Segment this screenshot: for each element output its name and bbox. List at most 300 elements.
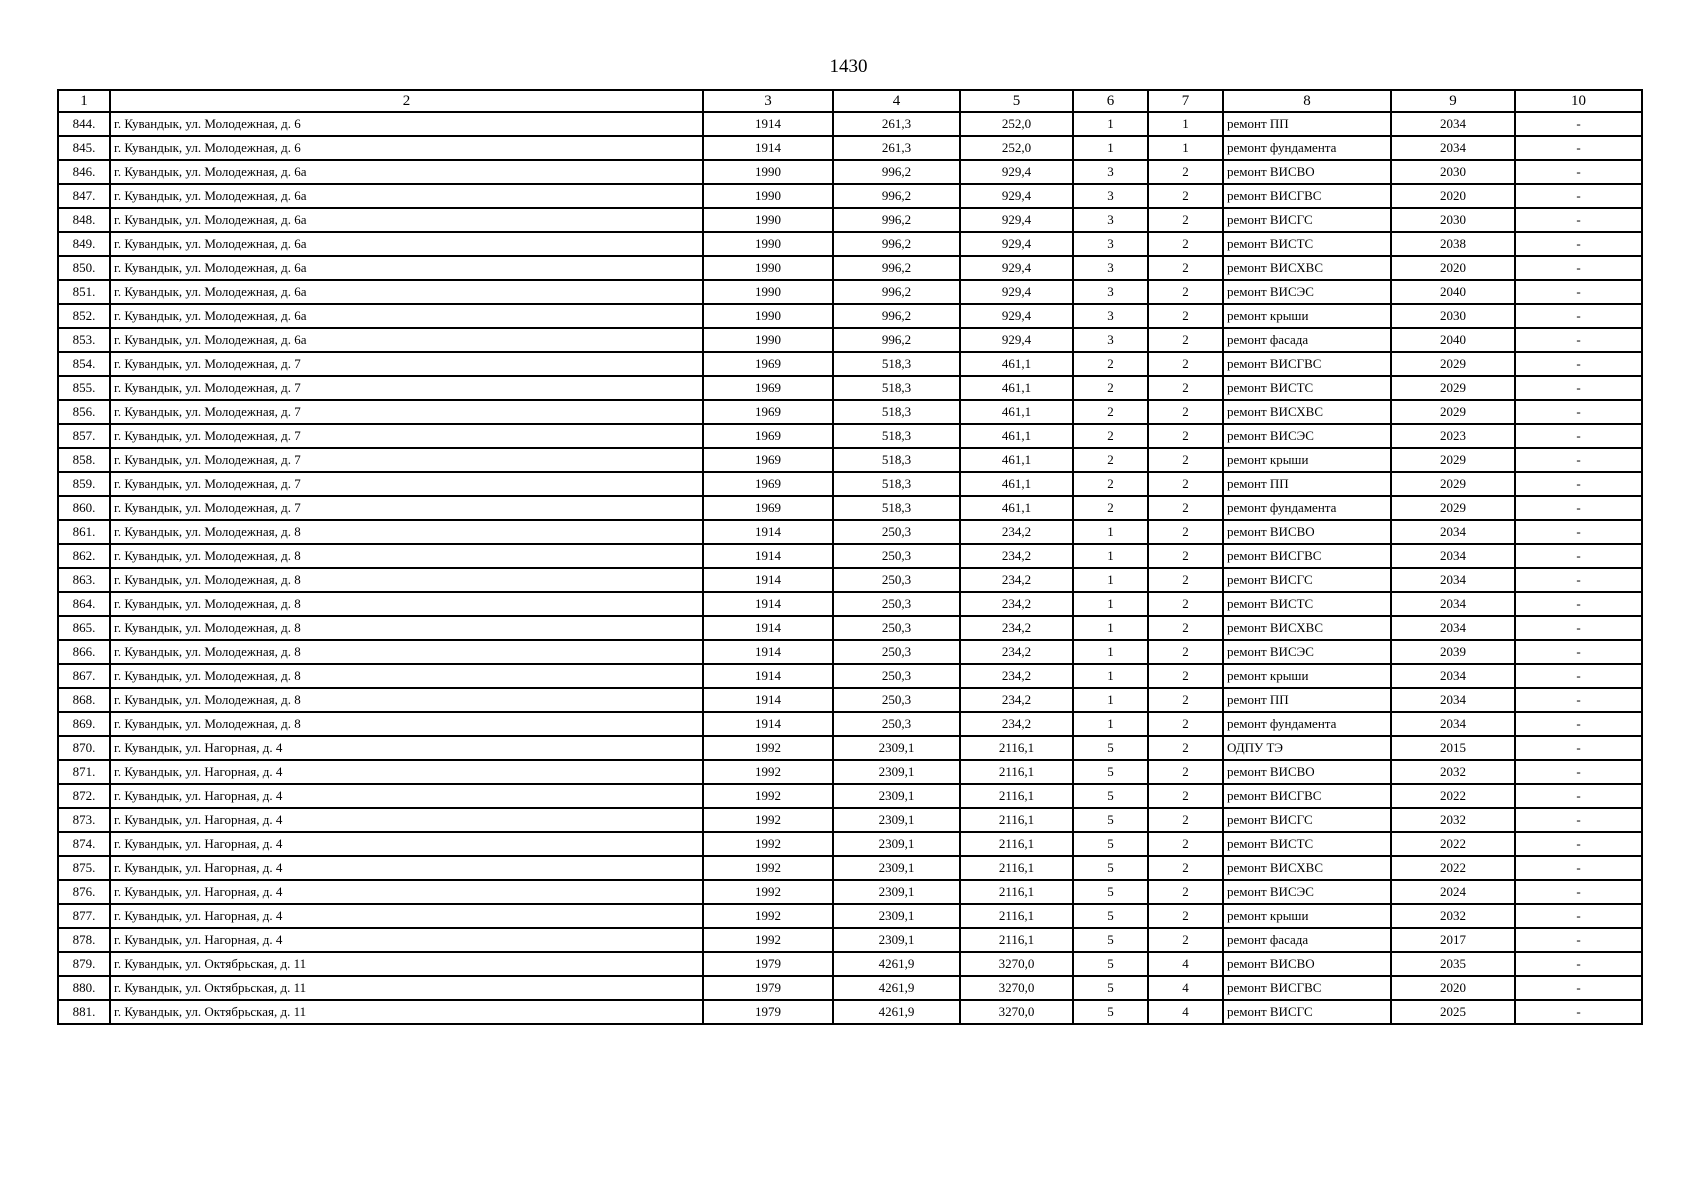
cell-entrances: 2 [1148, 424, 1223, 448]
cell-work-type: ремонт фасада [1223, 928, 1391, 952]
cell-floors: 5 [1073, 928, 1148, 952]
cell-living-area: 929,4 [960, 304, 1073, 328]
cell-entrances: 2 [1148, 472, 1223, 496]
cell-plan-year: 2034 [1391, 568, 1515, 592]
header-row [58, 90, 1642, 112]
cell-total-area: 2309,1 [833, 904, 960, 928]
cell-floors: 2 [1073, 472, 1148, 496]
cell-entrances: 2 [1148, 520, 1223, 544]
cell-total-area: 996,2 [833, 304, 960, 328]
cell-total-area: 996,2 [833, 328, 960, 352]
cell-total-area: 2309,1 [833, 784, 960, 808]
cell-work-type: ремонт ВИСЭС [1223, 880, 1391, 904]
cell-living-area: 234,2 [960, 640, 1073, 664]
cell-note: - [1515, 208, 1642, 232]
cell-row-number: 845. [58, 136, 110, 160]
cell-address: г. Кувандык, ул. Нагорная, д. 4 [110, 928, 703, 952]
table-row [58, 256, 1642, 280]
cell-address: г. Кувандык, ул. Молодежная, д. 8 [110, 664, 703, 688]
cell-work-type: ремонт ВИСГС [1223, 208, 1391, 232]
cell-work-type: ремонт ВИСГВС [1223, 784, 1391, 808]
cell-plan-year: 2022 [1391, 856, 1515, 880]
cell-address: г. Кувандык, ул. Молодежная, д. 6а [110, 256, 703, 280]
cell-floors: 3 [1073, 304, 1148, 328]
cell-floors: 5 [1073, 784, 1148, 808]
cell-note: - [1515, 472, 1642, 496]
cell-work-type: ремонт фундамента [1223, 712, 1391, 736]
cell-entrances: 2 [1148, 232, 1223, 256]
cell-address: г. Кувандык, ул. Молодежная, д. 6 [110, 112, 703, 136]
cell-living-area: 461,1 [960, 496, 1073, 520]
cell-work-type: ремонт ВИСХВС [1223, 856, 1391, 880]
cell-row-number: 866. [58, 640, 110, 664]
cell-floors: 1 [1073, 688, 1148, 712]
table-row [58, 328, 1642, 352]
cell-plan-year: 2034 [1391, 664, 1515, 688]
cell-floors: 3 [1073, 256, 1148, 280]
cell-row-number: 864. [58, 592, 110, 616]
cell-entrances: 2 [1148, 664, 1223, 688]
cell-floors: 5 [1073, 880, 1148, 904]
cell-living-area: 2116,1 [960, 808, 1073, 832]
cell-total-area: 518,3 [833, 376, 960, 400]
cell-plan-year: 2024 [1391, 880, 1515, 904]
table-row [58, 424, 1642, 448]
cell-address: г. Кувандык, ул. Молодежная, д. 7 [110, 424, 703, 448]
cell-work-type: ремонт ВИСГВС [1223, 976, 1391, 1000]
cell-living-area: 2116,1 [960, 880, 1073, 904]
table-row [58, 280, 1642, 304]
cell-work-type: ремонт ВИСВО [1223, 760, 1391, 784]
cell-floors: 1 [1073, 136, 1148, 160]
cell-total-area: 996,2 [833, 208, 960, 232]
cell-row-number: 862. [58, 544, 110, 568]
cell-plan-year: 2029 [1391, 496, 1515, 520]
cell-address: г. Кувандык, ул. Нагорная, д. 4 [110, 784, 703, 808]
cell-row-number: 857. [58, 424, 110, 448]
cell-build-year: 1990 [703, 280, 833, 304]
cell-total-area: 996,2 [833, 184, 960, 208]
cell-living-area: 2116,1 [960, 856, 1073, 880]
cell-build-year: 1969 [703, 448, 833, 472]
cell-floors: 3 [1073, 280, 1148, 304]
cell-floors: 1 [1073, 616, 1148, 640]
table-row [58, 760, 1642, 784]
cell-entrances: 2 [1148, 568, 1223, 592]
cell-build-year: 1969 [703, 352, 833, 376]
cell-floors: 5 [1073, 808, 1148, 832]
table-row [58, 880, 1642, 904]
cell-address: г. Кувандык, ул. Молодежная, д. 7 [110, 400, 703, 424]
cell-total-area: 250,3 [833, 568, 960, 592]
cell-work-type: ремонт ПП [1223, 112, 1391, 136]
cell-address: г. Кувандык, ул. Молодежная, д. 7 [110, 376, 703, 400]
cell-address: г. Кувандык, ул. Молодежная, д. 8 [110, 520, 703, 544]
cell-work-type: ремонт ВИСГВС [1223, 544, 1391, 568]
repair-schedule-table [57, 89, 1643, 1025]
cell-address: г. Кувандык, ул. Октябрьская, д. 11 [110, 976, 703, 1000]
cell-note: - [1515, 520, 1642, 544]
cell-build-year: 1914 [703, 640, 833, 664]
cell-floors: 1 [1073, 640, 1148, 664]
cell-floors: 3 [1073, 232, 1148, 256]
cell-living-area: 929,4 [960, 328, 1073, 352]
cell-living-area: 2116,1 [960, 904, 1073, 928]
cell-address: г. Кувандык, ул. Молодежная, д. 8 [110, 616, 703, 640]
table-row [58, 304, 1642, 328]
cell-build-year: 1992 [703, 736, 833, 760]
cell-build-year: 1914 [703, 592, 833, 616]
cell-entrances: 2 [1148, 880, 1223, 904]
cell-entrances: 2 [1148, 352, 1223, 376]
cell-row-number: 865. [58, 616, 110, 640]
cell-work-type: ремонт крыши [1223, 904, 1391, 928]
cell-build-year: 1990 [703, 232, 833, 256]
cell-row-number: 858. [58, 448, 110, 472]
cell-work-type: ремонт ВИСГВС [1223, 352, 1391, 376]
table-row [58, 688, 1642, 712]
cell-note: - [1515, 376, 1642, 400]
cell-work-type: ремонт ПП [1223, 472, 1391, 496]
cell-living-area: 2116,1 [960, 784, 1073, 808]
cell-address: г. Кувандык, ул. Нагорная, д. 4 [110, 904, 703, 928]
cell-entrances: 2 [1148, 544, 1223, 568]
cell-floors: 5 [1073, 832, 1148, 856]
cell-build-year: 1914 [703, 616, 833, 640]
cell-row-number: 867. [58, 664, 110, 688]
cell-work-type: ремонт ВИСХВС [1223, 616, 1391, 640]
cell-note: - [1515, 880, 1642, 904]
cell-work-type: ремонт ВИСЭС [1223, 424, 1391, 448]
cell-plan-year: 2032 [1391, 760, 1515, 784]
cell-floors: 2 [1073, 448, 1148, 472]
table-row [58, 712, 1642, 736]
cell-note: - [1515, 976, 1642, 1000]
cell-build-year: 1979 [703, 1000, 833, 1024]
cell-row-number: 872. [58, 784, 110, 808]
cell-note: - [1515, 760, 1642, 784]
cell-note: - [1515, 400, 1642, 424]
cell-plan-year: 2023 [1391, 424, 1515, 448]
cell-work-type: ремонт крыши [1223, 304, 1391, 328]
cell-row-number: 855. [58, 376, 110, 400]
cell-note: - [1515, 808, 1642, 832]
cell-floors: 3 [1073, 184, 1148, 208]
cell-entrances: 2 [1148, 712, 1223, 736]
cell-entrances: 2 [1148, 736, 1223, 760]
cell-note: - [1515, 232, 1642, 256]
cell-total-area: 518,3 [833, 400, 960, 424]
cell-living-area: 234,2 [960, 520, 1073, 544]
cell-note: - [1515, 160, 1642, 184]
cell-plan-year: 2040 [1391, 328, 1515, 352]
cell-work-type: ремонт ВИСТС [1223, 832, 1391, 856]
cell-floors: 2 [1073, 352, 1148, 376]
cell-plan-year: 2034 [1391, 688, 1515, 712]
cell-note: - [1515, 928, 1642, 952]
cell-build-year: 1992 [703, 832, 833, 856]
cell-plan-year: 2032 [1391, 904, 1515, 928]
cell-row-number: 859. [58, 472, 110, 496]
cell-row-number: 875. [58, 856, 110, 880]
header-col-6: 6 [1073, 90, 1148, 112]
cell-total-area: 250,3 [833, 544, 960, 568]
cell-floors: 1 [1073, 568, 1148, 592]
cell-living-area: 234,2 [960, 616, 1073, 640]
table-row [58, 112, 1642, 136]
cell-plan-year: 2034 [1391, 712, 1515, 736]
cell-note: - [1515, 736, 1642, 760]
cell-note: - [1515, 640, 1642, 664]
cell-entrances: 2 [1148, 160, 1223, 184]
cell-note: - [1515, 1000, 1642, 1024]
cell-row-number: 851. [58, 280, 110, 304]
cell-total-area: 250,3 [833, 640, 960, 664]
cell-entrances: 2 [1148, 496, 1223, 520]
cell-living-area: 234,2 [960, 568, 1073, 592]
cell-row-number: 873. [58, 808, 110, 832]
cell-address: г. Кувандык, ул. Молодежная, д. 6а [110, 160, 703, 184]
cell-floors: 5 [1073, 904, 1148, 928]
cell-floors: 3 [1073, 328, 1148, 352]
cell-living-area: 461,1 [960, 472, 1073, 496]
cell-build-year: 1992 [703, 904, 833, 928]
table-row [58, 592, 1642, 616]
cell-entrances: 1 [1148, 112, 1223, 136]
table-row [58, 856, 1642, 880]
cell-address: г. Кувандык, ул. Молодежная, д. 8 [110, 544, 703, 568]
cell-living-area: 234,2 [960, 688, 1073, 712]
cell-entrances: 2 [1148, 208, 1223, 232]
cell-living-area: 929,4 [960, 256, 1073, 280]
cell-plan-year: 2029 [1391, 448, 1515, 472]
cell-build-year: 1992 [703, 880, 833, 904]
cell-address: г. Кувандык, ул. Нагорная, д. 4 [110, 808, 703, 832]
cell-entrances: 2 [1148, 904, 1223, 928]
header-col-3: 3 [703, 90, 833, 112]
cell-total-area: 518,3 [833, 424, 960, 448]
table-row [58, 376, 1642, 400]
cell-note: - [1515, 280, 1642, 304]
cell-plan-year: 2034 [1391, 112, 1515, 136]
cell-row-number: 853. [58, 328, 110, 352]
cell-entrances: 1 [1148, 136, 1223, 160]
table-row [58, 904, 1642, 928]
cell-work-type: ремонт ВИСГС [1223, 1000, 1391, 1024]
cell-floors: 2 [1073, 496, 1148, 520]
cell-note: - [1515, 952, 1642, 976]
cell-address: г. Кувандык, ул. Октябрьская, д. 11 [110, 952, 703, 976]
header-col-9: 9 [1391, 90, 1515, 112]
cell-entrances: 2 [1148, 448, 1223, 472]
cell-plan-year: 2034 [1391, 544, 1515, 568]
cell-address: г. Кувандык, ул. Молодежная, д. 8 [110, 592, 703, 616]
cell-note: - [1515, 544, 1642, 568]
cell-living-area: 3270,0 [960, 1000, 1073, 1024]
cell-living-area: 252,0 [960, 136, 1073, 160]
cell-total-area: 518,3 [833, 352, 960, 376]
cell-entrances: 2 [1148, 256, 1223, 280]
table-row [58, 400, 1642, 424]
cell-work-type: ремонт фундамента [1223, 136, 1391, 160]
cell-work-type: ремонт крыши [1223, 664, 1391, 688]
cell-work-type: ремонт крыши [1223, 448, 1391, 472]
cell-build-year: 1990 [703, 304, 833, 328]
cell-living-area: 234,2 [960, 592, 1073, 616]
cell-row-number: 879. [58, 952, 110, 976]
table-row [58, 1000, 1642, 1024]
cell-plan-year: 2025 [1391, 1000, 1515, 1024]
cell-living-area: 234,2 [960, 544, 1073, 568]
cell-living-area: 234,2 [960, 664, 1073, 688]
page-number: 1430 [829, 56, 868, 77]
cell-plan-year: 2030 [1391, 160, 1515, 184]
cell-entrances: 2 [1148, 616, 1223, 640]
cell-row-number: 870. [58, 736, 110, 760]
cell-build-year: 1979 [703, 952, 833, 976]
cell-plan-year: 2035 [1391, 952, 1515, 976]
cell-address: г. Кувандык, ул. Нагорная, д. 4 [110, 880, 703, 904]
cell-note: - [1515, 112, 1642, 136]
cell-total-area: 250,3 [833, 592, 960, 616]
header-col-5: 5 [960, 90, 1073, 112]
cell-row-number: 863. [58, 568, 110, 592]
cell-total-area: 4261,9 [833, 1000, 960, 1024]
cell-work-type: ремонт ПП [1223, 688, 1391, 712]
cell-note: - [1515, 136, 1642, 160]
cell-row-number: 848. [58, 208, 110, 232]
cell-plan-year: 2040 [1391, 280, 1515, 304]
cell-row-number: 878. [58, 928, 110, 952]
cell-work-type: ремонт ВИСГС [1223, 808, 1391, 832]
cell-address: г. Кувандык, ул. Молодежная, д. 7 [110, 352, 703, 376]
table-row [58, 184, 1642, 208]
cell-row-number: 877. [58, 904, 110, 928]
cell-total-area: 250,3 [833, 688, 960, 712]
cell-total-area: 4261,9 [833, 952, 960, 976]
cell-floors: 1 [1073, 544, 1148, 568]
cell-floors: 5 [1073, 736, 1148, 760]
cell-build-year: 1969 [703, 424, 833, 448]
cell-living-area: 3270,0 [960, 976, 1073, 1000]
cell-note: - [1515, 712, 1642, 736]
table-row [58, 544, 1642, 568]
cell-row-number: 847. [58, 184, 110, 208]
header-col-8: 8 [1223, 90, 1391, 112]
cell-work-type: ремонт ВИСТС [1223, 232, 1391, 256]
header-col-10: 10 [1515, 90, 1642, 112]
cell-row-number: 874. [58, 832, 110, 856]
cell-row-number: 876. [58, 880, 110, 904]
table-row [58, 472, 1642, 496]
cell-plan-year: 2039 [1391, 640, 1515, 664]
cell-build-year: 1990 [703, 328, 833, 352]
cell-note: - [1515, 304, 1642, 328]
cell-build-year: 1992 [703, 760, 833, 784]
cell-row-number: 850. [58, 256, 110, 280]
cell-total-area: 518,3 [833, 496, 960, 520]
cell-address: г. Кувандык, ул. Молодежная, д. 8 [110, 688, 703, 712]
cell-entrances: 2 [1148, 184, 1223, 208]
cell-work-type: ремонт ВИСЭС [1223, 280, 1391, 304]
header-col-7: 7 [1148, 90, 1223, 112]
table-row [58, 160, 1642, 184]
cell-address: г. Кувандык, ул. Молодежная, д. 7 [110, 496, 703, 520]
cell-entrances: 2 [1148, 328, 1223, 352]
header-col-4: 4 [833, 90, 960, 112]
cell-address: г. Кувандык, ул. Молодежная, д. 6а [110, 184, 703, 208]
table-row [58, 976, 1642, 1000]
cell-entrances: 2 [1148, 376, 1223, 400]
cell-work-type: ремонт ВИСГВС [1223, 184, 1391, 208]
cell-floors: 1 [1073, 712, 1148, 736]
header-col-2: 2 [110, 90, 703, 112]
cell-total-area: 250,3 [833, 664, 960, 688]
cell-plan-year: 2029 [1391, 400, 1515, 424]
cell-living-area: 252,0 [960, 112, 1073, 136]
cell-total-area: 2309,1 [833, 736, 960, 760]
cell-work-type: ремонт ВИСГС [1223, 568, 1391, 592]
cell-living-area: 929,4 [960, 280, 1073, 304]
cell-build-year: 1914 [703, 664, 833, 688]
cell-living-area: 461,1 [960, 448, 1073, 472]
cell-work-type: ОДПУ ТЭ [1223, 736, 1391, 760]
cell-note: - [1515, 424, 1642, 448]
cell-total-area: 250,3 [833, 520, 960, 544]
cell-work-type: ремонт ВИСВО [1223, 520, 1391, 544]
cell-work-type: ремонт ВИСТС [1223, 376, 1391, 400]
cell-floors: 5 [1073, 952, 1148, 976]
cell-note: - [1515, 664, 1642, 688]
cell-build-year: 1990 [703, 208, 833, 232]
cell-address: г. Кувандык, ул. Молодежная, д. 6а [110, 208, 703, 232]
cell-entrances: 2 [1148, 592, 1223, 616]
cell-address: г. Кувандык, ул. Молодежная, д. 8 [110, 712, 703, 736]
cell-address: г. Кувандык, ул. Молодежная, д. 6а [110, 304, 703, 328]
cell-row-number: 868. [58, 688, 110, 712]
table-body [58, 112, 1642, 1024]
cell-build-year: 1969 [703, 400, 833, 424]
cell-address: г. Кувандык, ул. Октябрьская, д. 11 [110, 1000, 703, 1024]
cell-row-number: 854. [58, 352, 110, 376]
cell-note: - [1515, 832, 1642, 856]
table-row [58, 352, 1642, 376]
cell-build-year: 1990 [703, 160, 833, 184]
cell-living-area: 461,1 [960, 376, 1073, 400]
table-row [58, 568, 1642, 592]
cell-build-year: 1969 [703, 496, 833, 520]
cell-plan-year: 2032 [1391, 808, 1515, 832]
cell-floors: 1 [1073, 664, 1148, 688]
cell-living-area: 2116,1 [960, 736, 1073, 760]
cell-work-type: ремонт ВИСХВС [1223, 256, 1391, 280]
cell-entrances: 2 [1148, 304, 1223, 328]
cell-total-area: 518,3 [833, 472, 960, 496]
table-row [58, 808, 1642, 832]
cell-build-year: 1914 [703, 712, 833, 736]
cell-build-year: 1914 [703, 136, 833, 160]
table-row [58, 520, 1642, 544]
cell-entrances: 2 [1148, 832, 1223, 856]
cell-build-year: 1990 [703, 184, 833, 208]
cell-entrances: 2 [1148, 640, 1223, 664]
cell-build-year: 1914 [703, 112, 833, 136]
cell-build-year: 1914 [703, 688, 833, 712]
cell-build-year: 1914 [703, 520, 833, 544]
cell-total-area: 250,3 [833, 712, 960, 736]
cell-plan-year: 2017 [1391, 928, 1515, 952]
cell-total-area: 518,3 [833, 448, 960, 472]
